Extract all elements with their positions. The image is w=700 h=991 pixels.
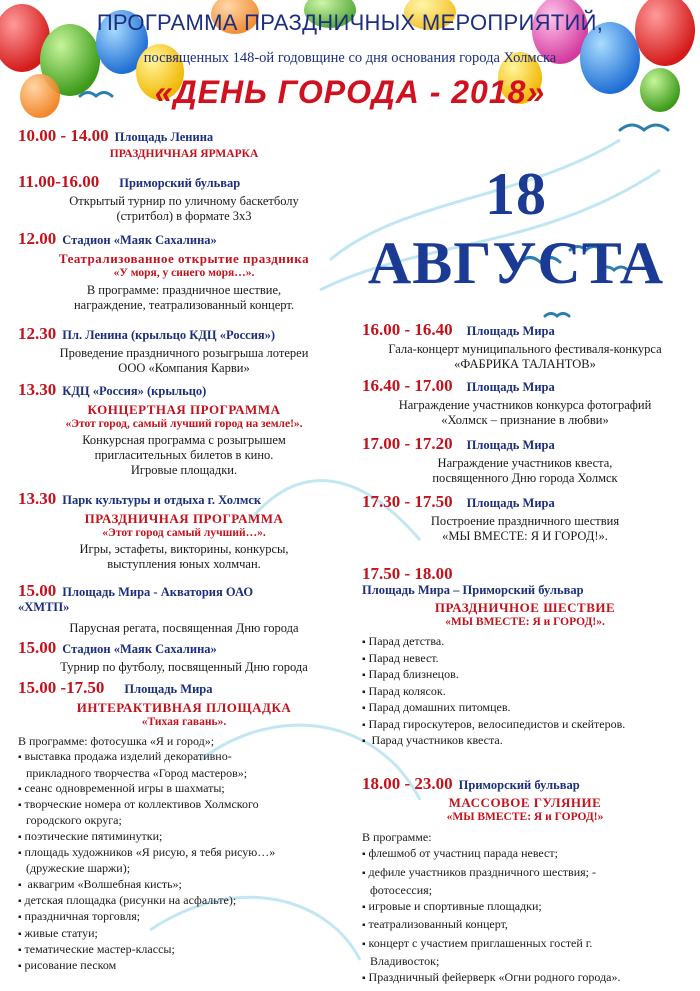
list-item: ▪ творческие номера от коллективов Холмского [18, 797, 350, 813]
event-desc: выступления юных холмчан. [107, 557, 261, 571]
event-place: Площадь Мира - Акватория ОАО [62, 585, 254, 599]
event-time: 15.00 [18, 581, 57, 600]
event-block [362, 378, 688, 428]
event-desc: ООО «Компания Карви» [118, 361, 250, 375]
event-place: Приморский бульвар [458, 778, 580, 792]
list-item: фотосессия; [370, 882, 433, 897]
event-title: ПРАЗДНИЧНАЯ ПРОГРАММА [84, 511, 284, 526]
event-time: 15.00 [18, 638, 57, 657]
event-time: 18.00 - 23.00 [362, 774, 453, 793]
event-subtitle: «У моря, у синего моря…». [113, 267, 255, 279]
event-place: Парк культуры и отдыха г. Холмск [62, 493, 262, 507]
event-desc: Гала-концерт муниципального фестиваля-конкурса [388, 342, 662, 356]
list-item: В программе: фотосушка «Я и город»; [18, 734, 215, 748]
event-place: Площадь Мира – Приморский бульвар [362, 583, 584, 597]
list-item: ▪ дефиле участников праздничного шествия; - [362, 864, 688, 882]
event-block [362, 566, 688, 750]
list-item: ▪ концерт с участием приглашенных гостей г. [362, 935, 688, 953]
event-title: МАССОВОЕ ГУЛЯНИЕ [448, 795, 602, 810]
list-item: ▪ живые статуи; [18, 926, 350, 942]
event-desc: Игры, эстафеты, викторины, конкурсы, [79, 542, 289, 556]
event-time: 12.00 [18, 229, 57, 248]
event-time: 17.00 - 17.20 [362, 434, 453, 453]
event-name: «ДЕНЬ ГОРОДА - 2018» [154, 74, 546, 110]
event-block [362, 436, 688, 486]
list-item: прикладного творчества «Город мастеров»; [26, 765, 248, 780]
event-desc: «Холмск – признание в любви» [441, 413, 609, 427]
list-item: ▪ рисование песком [18, 958, 350, 974]
list-item: ▪ поэтические пятиминутки; [18, 829, 350, 845]
event-desc: посвященного Дню города Холмск [432, 471, 618, 485]
event-place: КДЦ «Россия» (крыльцо) [62, 384, 207, 398]
list-item: ▪ выставка продажа изделий декоративно- [18, 749, 350, 765]
event-desc: Парусная регата, посвященная Дню города [69, 621, 299, 635]
list-item: В программе: [362, 830, 432, 844]
event-time: 16.00 - 16.40 [362, 320, 453, 339]
list-item: ▪ игровые и спортивные площадки; [362, 898, 688, 916]
event-desc: пригласительных билетов в кино. [94, 448, 274, 462]
list-item: ▪ сеанс одновременной игры в шахматы; [18, 781, 350, 797]
event-block [18, 583, 350, 636]
event-place-cont: «ХМТП» [18, 600, 70, 614]
list-item: ▪ детская площадка (рисунки на асфальте); [18, 893, 350, 909]
event-desc: (стритбол) в формате 3х3 [116, 209, 252, 223]
event-place: Площадь Мира [466, 438, 555, 452]
list-item: ▪ Праздничный фейерверк «Огни родного города». [362, 969, 688, 987]
program-list [18, 734, 350, 974]
list-item: ▪ площадь художников «Я рисую, я тебя рисую…» [18, 845, 350, 861]
list-item: ▪ флешмоб от участниц парада невест; [362, 845, 688, 863]
event-subtitle: «Этот город, самый лучший город на земле!». [65, 418, 303, 430]
event-time: 13.30 [18, 489, 57, 508]
event-block [362, 776, 688, 988]
festival-date: 18 АВГУСТА [367, 161, 665, 296]
event-title: ИНТЕРАКТИВНАЯ ПЛОЩАДКА [76, 700, 292, 715]
event-subtitle: «МЫ ВМЕСТЕ: Я и ГОРОД!». [445, 616, 605, 628]
event-title: КОНЦЕРТНАЯ ПРОГРАММА [87, 402, 281, 417]
list-item: ▪ Парад гироскутеров, велосипедистов и скейтеров. [362, 717, 688, 734]
event-desc: «ФАБРИКА ТАЛАНТОВ» [454, 357, 596, 371]
event-time: 17.30 - 17.50 [362, 492, 453, 511]
list-item: городского округа; [26, 813, 122, 828]
program-subtitle: посвященных 148-ой годовщине со дня основания города Холмска [143, 50, 557, 66]
event-block [18, 680, 350, 974]
event-place: Пл. Ленина (крыльцо КДЦ «Россия») [62, 328, 276, 342]
event-subtitle: «Этот город самый лучший…». [102, 527, 266, 539]
event-place: Стадион «Маяк Сахалина» [62, 233, 217, 247]
event-desc: Награждение участников конкурса фотографий [398, 398, 652, 412]
event-time: 12.30 [18, 324, 57, 343]
event-time: 16.40 - 17.00 [362, 376, 453, 395]
event-time: 11.00-16.00 [18, 172, 100, 191]
parade-list [362, 634, 688, 750]
event-desc: Турнир по футболу, посвященный Дню города [60, 660, 308, 674]
event-block [18, 640, 350, 675]
event-place: Площадь Мира [466, 496, 555, 510]
event-title: ПРАЗДНИЧНОЕ ШЕСТВИЕ [434, 600, 616, 615]
event-block [18, 326, 350, 376]
event-desc: Проведение праздничного розыгрыша лотереи [59, 346, 309, 360]
event-desc: Конкурсная программа с розыгрышем [82, 433, 286, 447]
event-desc: «МЫ ВМЕСТЕ: Я И ГОРОД!». [442, 529, 608, 543]
list-item: ▪ Парад колясок. [362, 684, 688, 701]
event-block [362, 494, 688, 544]
event-time: 15.00 -17.50 [18, 678, 105, 697]
event-block [18, 382, 350, 478]
program-list [362, 829, 688, 988]
event-desc: Открытый турнир по уличному баскетболу [69, 194, 299, 208]
event-block [18, 231, 350, 313]
event-block [18, 128, 350, 160]
list-item: ▪ театрализованный концерт, [362, 916, 688, 934]
event-desc: награждение, театрализованный концерт. [73, 298, 295, 312]
event-title: ПРАЗДНИЧНАЯ ЯРМАРКА [109, 148, 259, 160]
event-place: Площадь Мира [466, 324, 555, 338]
event-desc: Построение праздничного шествия [430, 514, 620, 528]
event-subtitle: «МЫ ВМЕСТЕ: Я и ГОРОД!» [446, 811, 604, 823]
program-title: ПРОГРАММА ПРАЗДНИЧНЫХ МЕРОПРИЯТИЙ, [96, 10, 604, 35]
list-item: ▪ праздничная торговля; [18, 909, 350, 925]
list-item: ▪ Парад невест. [362, 651, 688, 668]
list-item: ▪ Парад детства. [362, 634, 688, 651]
event-block [362, 322, 688, 372]
event-place: Площадь Мира [466, 380, 555, 394]
event-place: Стадион «Маяк Сахалина» [62, 642, 217, 656]
event-place: Приморский бульвар [119, 176, 241, 190]
list-item: Владивосток; [370, 954, 440, 969]
event-subtitle: «Тихая гавань». [141, 716, 227, 728]
event-time: 13.30 [18, 380, 57, 399]
event-time: 10.00 - 14.00 [18, 126, 109, 145]
event-time: 17.50 - 18.00 [362, 564, 453, 583]
list-item: ▪ аквагрим «Волшебная кисть»; [18, 877, 350, 893]
event-desc: Игровые площадки. [130, 463, 238, 477]
event-place: Площадь Ленина [114, 130, 214, 144]
list-item: (дружеские шаржи); [26, 861, 131, 876]
event-block [18, 174, 350, 224]
list-item: ▪ Парад близнецов. [362, 667, 688, 684]
list-item: ▪ тематические мастер-классы; [18, 942, 350, 958]
list-item: ▪ Парад домашних питомцев. [362, 700, 688, 717]
event-block [18, 491, 350, 572]
event-desc: Награждение участников квеста, [437, 456, 613, 470]
event-desc: В программе: праздничное шествие, [86, 283, 282, 297]
event-place: Площадь Мира [124, 682, 213, 696]
list-item: ▪ Парад участников квеста. [362, 733, 688, 750]
event-title: Театрализованное открытие праздника [58, 251, 310, 266]
